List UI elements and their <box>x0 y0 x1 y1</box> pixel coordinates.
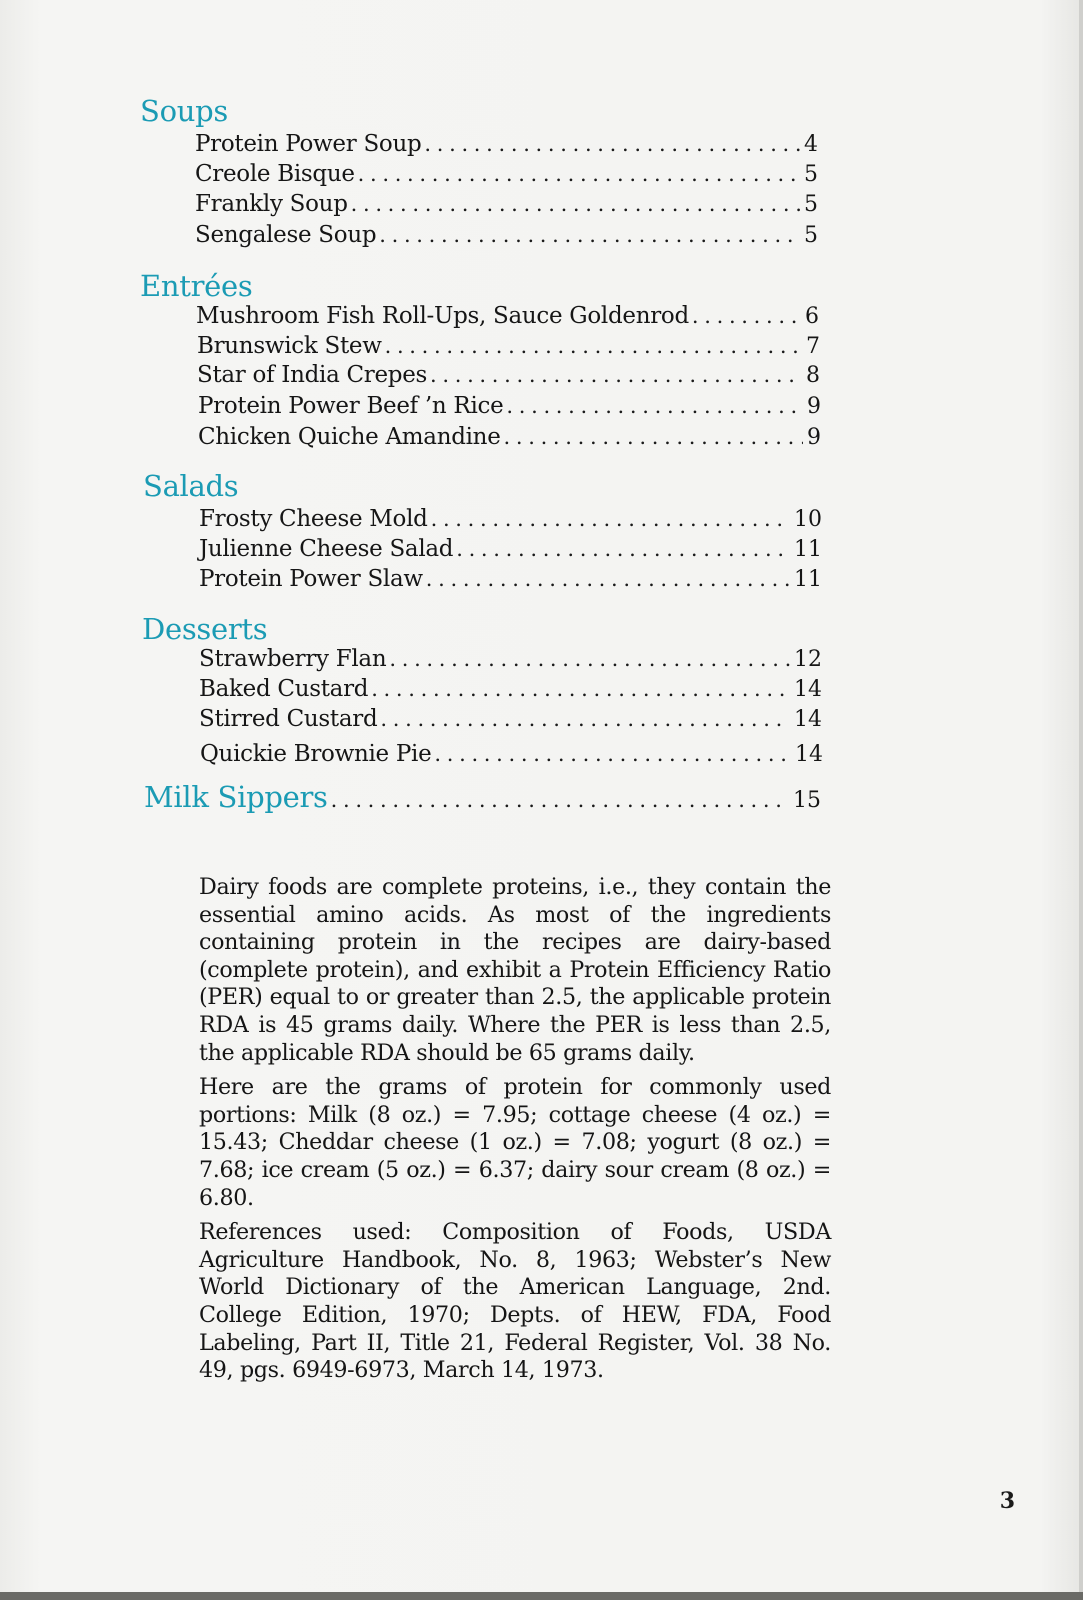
note-paragraph-references: References used: Composition of Foods, USDA Agriculture Handbook, No. 8, 1963; Webster’s New World Dictionary of the American Language, 2nd. College Edition, 1970; Depts. of HEW, FDA, Food Labeling, Part II, Title 21, Federal Register, Vol. 38 No. 49, pgs. 6949-6973, March 14, 1973. <box>199 1219 831 1384</box>
toc-entry-page: 10 <box>794 507 822 532</box>
toc-entry[interactable] <box>198 395 821 418</box>
toc-entry-title: Protein Power Beef ’n Rice <box>198 393 504 419</box>
toc-entry[interactable] <box>197 335 820 358</box>
dot-leader <box>506 396 803 417</box>
protein-notes <box>199 874 831 1392</box>
toc-entry-page: 7 <box>806 334 820 359</box>
toc-entry-page: 6 <box>805 304 819 329</box>
toc-entry-page: 11 <box>794 537 822 562</box>
toc-entry[interactable] <box>197 364 820 387</box>
toc-entry-title: Mushroom Fish Roll-Ups, Sauce Goldenrod <box>196 303 689 329</box>
dot-leader <box>424 134 800 155</box>
toc-entry-title: Quickie Brownie Pie <box>200 741 432 767</box>
toc-entry[interactable] <box>199 538 822 561</box>
toc-entry-page: 5 <box>804 162 818 187</box>
toc-entry[interactable] <box>199 648 822 671</box>
toc-entry-page: 9 <box>807 425 821 450</box>
toc-entry-milk-sippers[interactable] <box>144 780 821 814</box>
toc-entry-title: Baked Custard <box>199 676 369 702</box>
toc-entry-title: Julienne Cheese Salad <box>199 536 454 562</box>
toc-entry-page: 14 <box>794 707 822 732</box>
dot-leader <box>379 225 800 246</box>
toc-entry[interactable] <box>199 568 822 591</box>
toc-entry[interactable] <box>200 743 823 766</box>
dot-leader <box>351 194 800 215</box>
dot-leader <box>434 744 791 765</box>
toc-entry-title: Brunswick Stew <box>197 333 382 359</box>
toc-entry[interactable] <box>195 133 818 156</box>
section-heading-milk-sippers: Milk Sippers <box>144 780 328 814</box>
dot-leader <box>431 509 790 530</box>
toc-entry-page: 11 <box>794 567 822 592</box>
toc-entry[interactable] <box>196 305 819 328</box>
section-heading-desserts: Desserts <box>142 612 268 646</box>
dot-leader <box>371 679 790 700</box>
toc-entry-title: Sengalese Soup <box>195 222 377 248</box>
toc-entry[interactable] <box>195 193 818 216</box>
toc-entry-title: Frosty Cheese Mold <box>199 506 428 532</box>
dot-leader <box>385 336 802 357</box>
toc-entry[interactable] <box>199 708 822 731</box>
toc-entry-title: Chicken Quiche Amandine <box>198 424 501 450</box>
toc-entry-title: Protein Power Slaw <box>199 566 423 592</box>
section-heading-salads: Salads <box>143 469 239 503</box>
toc-entry-page: 5 <box>804 223 818 248</box>
dot-leader <box>358 164 800 185</box>
page-right-edge <box>1079 0 1083 1600</box>
toc-entry[interactable] <box>199 508 822 531</box>
toc-entry-page: 14 <box>794 677 822 702</box>
toc-entry-title: Strawberry Flan <box>199 646 387 672</box>
toc-entry-page: 4 <box>804 132 818 157</box>
dot-leader <box>692 306 801 327</box>
toc-entry-title: Creole Bisque <box>195 161 355 187</box>
toc-entry-title: Frankly Soup <box>195 191 348 217</box>
dot-leader <box>430 365 802 386</box>
dot-leader <box>331 790 789 811</box>
toc-entry[interactable] <box>195 163 818 186</box>
toc-entry[interactable] <box>199 678 822 701</box>
toc-entry-page: 14 <box>795 742 823 767</box>
note-paragraph-protein-grams: Here are the grams of protein for commonly used portions: Milk (8 oz.) = 7.95; cottage cheese (4 oz.) = 15.43; Cheddar cheese (1 oz.) = 7.08; yogurt (8 oz.) = 7.68; ice cream (5 oz.) = 6.37; dairy sour cream (8 oz.) = 6.80. <box>199 1074 831 1211</box>
dot-leader <box>456 539 790 560</box>
dot-leader <box>389 649 790 670</box>
toc-entry-title: Star of India Crepes <box>197 362 428 388</box>
toc-entry[interactable] <box>195 224 818 247</box>
toc-entry-page: 9 <box>807 394 821 419</box>
toc-entry[interactable] <box>198 426 821 449</box>
section-heading-soups: Soups <box>140 94 228 128</box>
toc-entry-page: 8 <box>806 363 820 388</box>
dot-leader <box>380 709 790 730</box>
dot-leader <box>426 569 790 590</box>
toc-entry-title: Stirred Custard <box>199 706 378 732</box>
page-bottom-edge <box>0 1592 1083 1600</box>
page-number: 3 <box>999 1488 1015 1514</box>
dot-leader <box>504 427 803 448</box>
toc-entry-title: Protein Power Soup <box>195 131 422 157</box>
section-heading-entrees: Entrées <box>140 269 253 303</box>
toc-entry-page: 12 <box>794 647 822 672</box>
note-paragraph-complete-proteins: Dairy foods are complete proteins, i.e., they contain the essential amino acids. As most of the ingredients containing protein in the recipes are dairy-based (complete protein), and exhibit a Protein Efficiency Ratio (PER) equal to or greater than 2.5, the applicable protein RDA is 45 grams daily. Where the PER is less than 2.5, the applicable RDA should be 65 grams daily. <box>199 874 831 1066</box>
toc-entry-page: 5 <box>804 192 818 217</box>
toc-entry-page: 15 <box>793 788 821 813</box>
